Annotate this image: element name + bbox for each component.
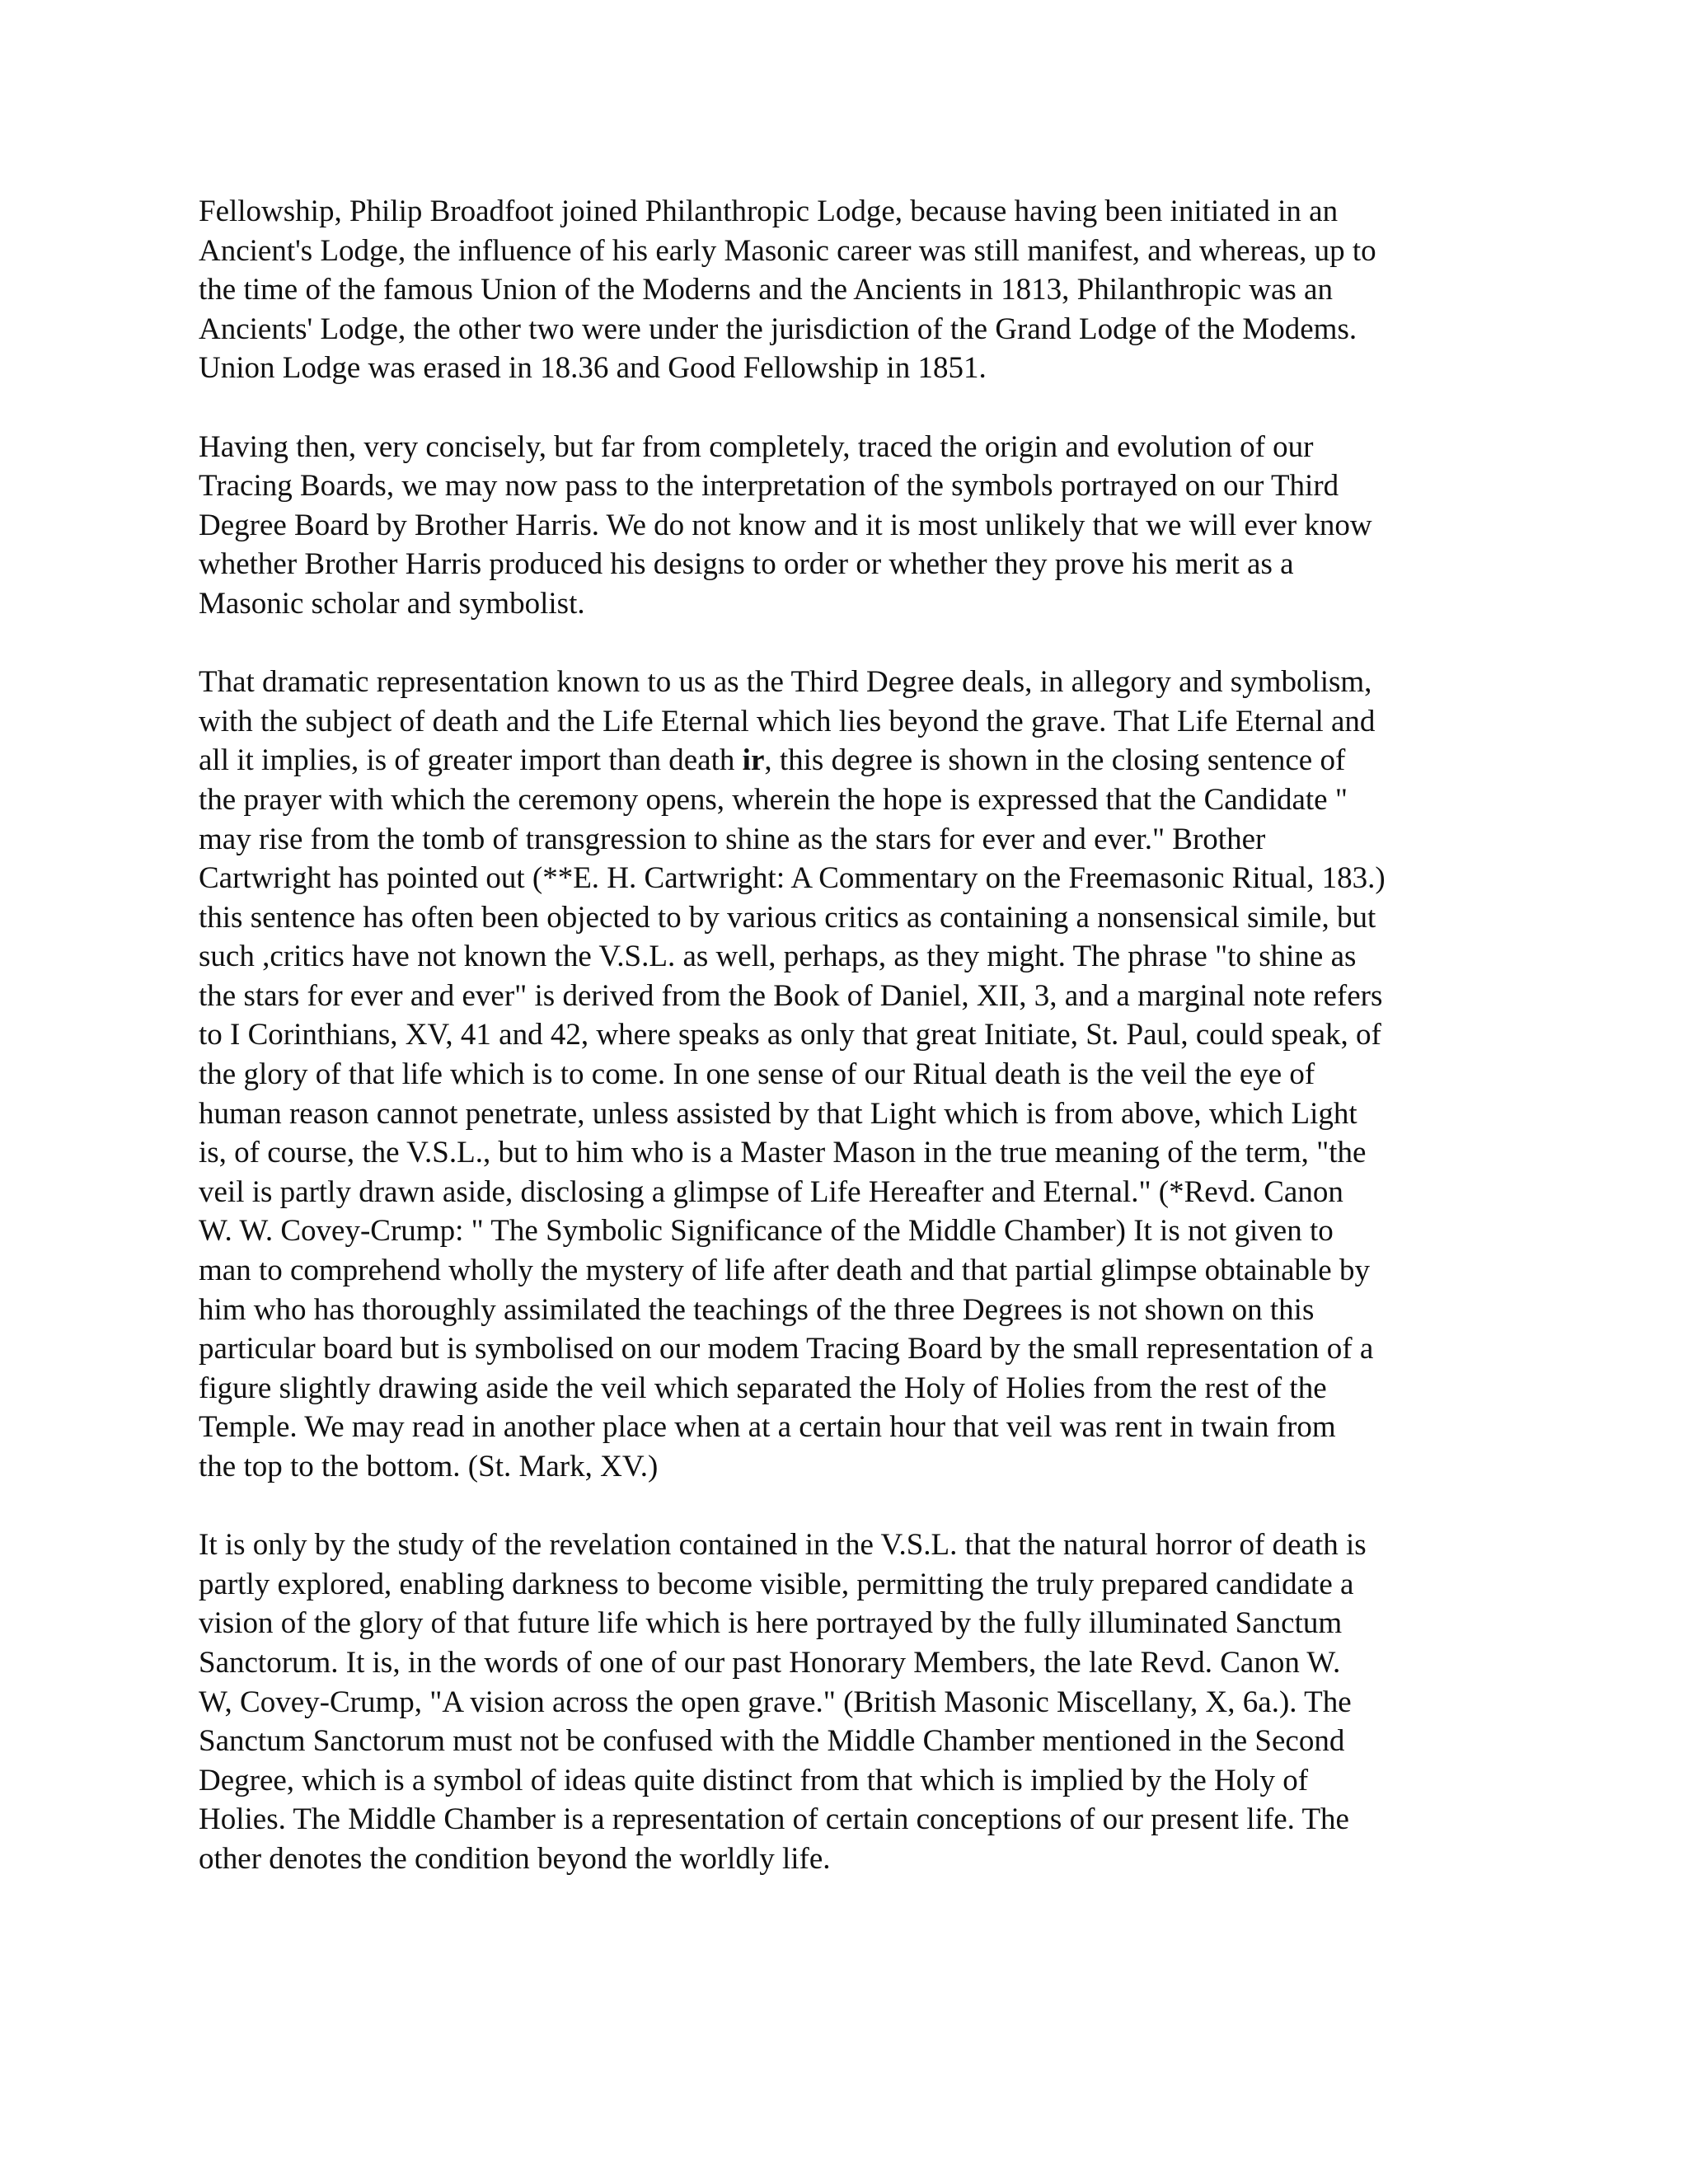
text-line: human reason cannot penetrate, unless assisted by that Light which is from above, which Light [199, 1096, 1357, 1131]
text-line: Sanctorum. It is, in the words of one of our past Honorary Members, the late Revd. Canon W. [199, 1645, 1341, 1680]
text-line: the prayer with which the ceremony opens, wherein the hope is expressed that the Candidate " [199, 782, 1348, 817]
text-fragment: , this degree is shown in the closing sentence of [764, 743, 1346, 778]
text-line: Temple. We may read in another place when at a certain hour that veil was rent in twain from [199, 1410, 1336, 1445]
text-line: figure slightly drawing aside the veil which separated the Holy of Holies from the rest of the [199, 1371, 1327, 1405]
paragraph-4 [199, 1526, 1517, 1878]
text-line: the glory of that life which is to come. In one sense of our Ritual death is the veil the eye of [199, 1057, 1315, 1092]
text-line: Having then, very concisely, but far from completely, traced the origin and evolution of our [199, 429, 1314, 464]
text-line: the stars for ever and ever" is derived from the Book of Daniel, XII, 3, and a marginal note refers [199, 978, 1383, 1013]
text-line: with the subject of death and the Life Eternal which lies beyond the grave. That Life Eternal and [199, 704, 1376, 738]
text-fragment: all it implies, is of greater import than death [199, 743, 743, 778]
text-line: Cartwright has pointed out (**E. H. Cartwright: A Commentary on the Freemasonic Ritual, 183.) [199, 861, 1386, 896]
text-line: veil is partly drawn aside, disclosing a glimpse of Life Hereafter and Eternal." (*Revd. Canon [199, 1174, 1343, 1209]
paragraph-3 [199, 663, 1517, 1486]
text-line: That dramatic representation known to us as the Third Degree deals, in allegory and symbolism, [199, 665, 1372, 700]
text-line: Holies. The Middle Chamber is a representation of certain conceptions of our present life. The [199, 1802, 1349, 1837]
bold-fragment: ir [742, 743, 765, 778]
text-line: may rise from the tomb of transgression to shine as the stars for ever and ever." Brother [199, 822, 1266, 856]
text-line: Union Lodge was erased in 18.36 and Good Fellowship in 1851. [199, 351, 987, 386]
text-line-with-bold [199, 741, 1517, 780]
paragraph-2 [199, 428, 1517, 624]
text-line: Degree, which is a symbol of ideas quite distinct from that which is implied by the Holy of [199, 1763, 1309, 1797]
text-line: Ancients' Lodge, the other two were under the jurisdiction of the Grand Lodge of the Modems. [199, 312, 1357, 346]
text-line: the time of the famous Union of the Moderns and the Ancients in 1813, Philanthropic was an [199, 273, 1333, 307]
text-line: partly explored, enabling darkness to become visible, permitting the truly prepared candidate a [199, 1567, 1354, 1601]
text-line: vision of the glory of that future life which is here portrayed by the fully illuminated Sanctum [199, 1606, 1343, 1641]
text-line: this sentence has often been objected to by various critics as containing a nonsensical simile, but [199, 900, 1376, 935]
text-line: Fellowship, Philip Broadfoot joined Philanthropic Lodge, because having been initiated in an [199, 194, 1339, 228]
text-line: Degree Board by Brother Harris. We do not know and it is most unlikely that we will ever know [199, 508, 1372, 542]
text-line: particular board but is symbolised on our modem Tracing Board by the small representation of a [199, 1332, 1374, 1366]
text-line: to I Corinthians, XV, 41 and 42, where speaks as only that great Initiate, St. Paul, could speak, of [199, 1018, 1381, 1052]
text-line: the top to the bottom. (St. Mark, XV.) [199, 1450, 659, 1483]
body-text [199, 192, 1517, 1918]
text-line: is, of course, the V.S.L., but to him who is a Master Mason in the true meaning of the term, "the [199, 1136, 1367, 1170]
text-line: Tracing Boards, we may now pass to the interpretation of the symbols portrayed on our Third [199, 469, 1339, 504]
text-line: such ,critics have not known the V.S.L. as well, perhaps, as they might. The phrase "to shine as [199, 940, 1357, 974]
paragraph-1 [199, 192, 1517, 388]
text-line: whether Brother Harris produced his designs to order or whether they prove his merit as a [199, 547, 1294, 582]
text-line: Masonic scholar and symbolist. [199, 586, 585, 621]
text-line: W, Covey-Crump, "A vision across the open grave." (British Masonic Miscellany, X, 6a.). The [199, 1685, 1352, 1719]
text-line: W. W. Covey-Crump: " The Symbolic Significance of the Middle Chamber) It is not given to [199, 1214, 1334, 1249]
text-line: man to comprehend wholly the mystery of life after death and that partial glimpse obtainable by [199, 1254, 1370, 1288]
text-line: It is only by the study of the revelation contained in the V.S.L. that the natural horror of death is [199, 1528, 1367, 1563]
text-line: other denotes the condition beyond the worldly life. [199, 1841, 831, 1876]
text-line: Ancient's Lodge, the influence of his early Masonic career was still manifest, and whereas, up to [199, 233, 1376, 268]
text-line: him who has thoroughly assimilated the teachings of the three Degrees is not shown on this [199, 1292, 1315, 1327]
text-line: Sanctum Sanctorum must not be confused with the Middle Chamber mentioned in the Second [199, 1724, 1345, 1759]
